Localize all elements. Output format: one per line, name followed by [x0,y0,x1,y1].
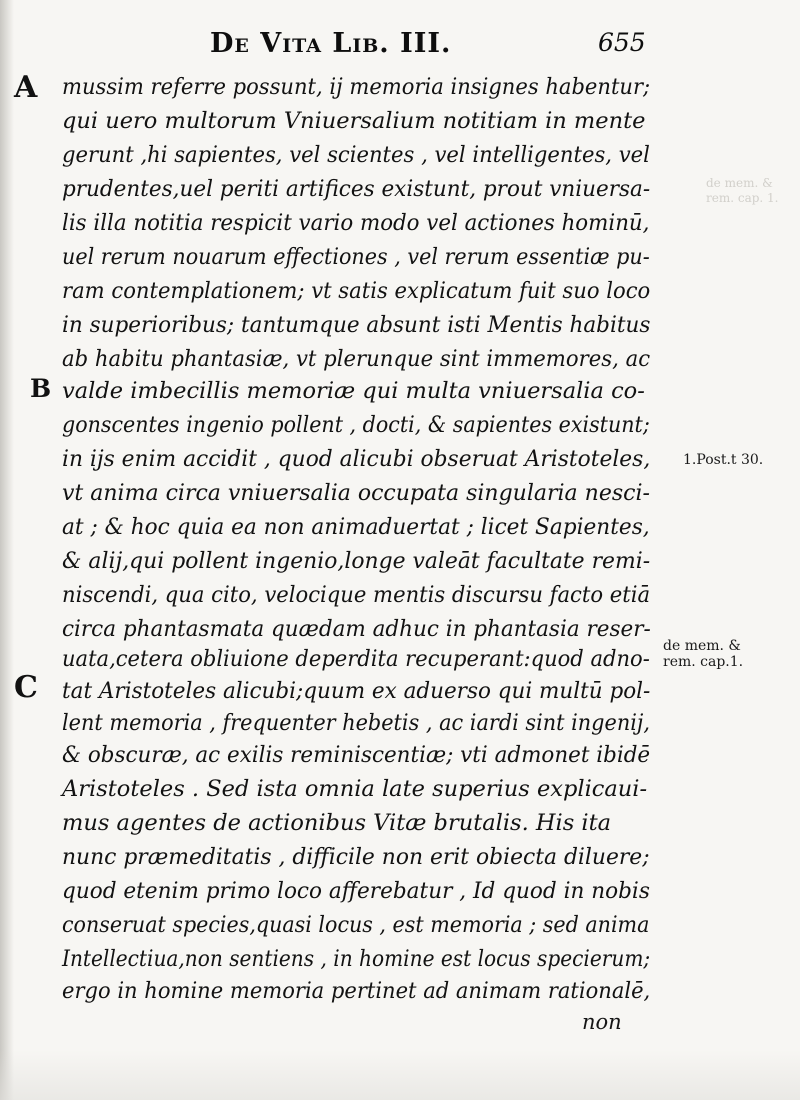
page-bottom-shade [0,1050,800,1100]
text-line: & alij,qui pollent ingenio,longe valeāt facultate remi- [62,548,651,574]
text-line: in ijs enim accidit , quod alicubi obseruat Aristoteles, [62,446,651,472]
section-letter-b: B [30,374,52,403]
section-letter-c: C [14,670,38,705]
page-gutter-shadow [0,0,14,1100]
bleed-through-line-1: de mem. & [706,176,773,190]
bleed-through-note [706,176,778,206]
text-line: & obscuræ, ac exilis reminiscentiæ; vti admonet ibidē [62,742,651,768]
margin-note-post: 1.Post.t 30. [683,452,764,468]
text-line: ram contemplationem; vt satis explicatum fuit suo loco [62,278,651,304]
text-line: quod etenim primo loco afferebatur , Id quod in nobis [62,878,650,904]
text-line: uata,cetera obliuione deperdita recuperant:quod adno- [62,646,650,672]
text-line: lent memoria , frequenter hebetis , ac iardi sint ingenij, [62,710,650,736]
section-letter-a: A [14,70,38,105]
page-number: 655 [598,28,646,57]
margin-note-de-mem [663,638,743,670]
text-line: qui uero multorum Vniuersalium notitiam in mente [62,108,646,134]
text-line: conseruat species,quasi locus , est memoria ; sed anima [62,912,650,938]
text-line: ab habitu phantasiæ, vt plerunque sint immemores, ac [62,346,651,372]
text-line: Intellectiua,non sentiens , in homine est locus specierum; [62,946,651,972]
text-line: uel rerum nouarum effectiones , vel rerum essentiæ pu- [62,244,650,270]
text-line: tat Aristoteles alicubi;quum ex aduerso qui multū pol- [62,678,651,704]
margin-note-line-2: rem. cap.1. [663,654,744,670]
text-line: at ; & hoc quia ea non animaduertat ; licet Sapientes, [62,514,650,540]
text-line: in superioribus; tantumque absunt isti Mentis habitus [62,312,651,338]
text-line: vt anima circa vniuersalia occupata singularia nesci- [62,480,650,506]
text-line: valde imbecillis memoriæ qui multa vniuersalia co- [62,378,645,404]
text-line: gonscentes ingenio pollent , docti, & sapientes existunt; [62,412,650,438]
catchword: non [582,1010,622,1034]
text-line: gerunt ,hi sapientes, vel scientes , vel intelligentes, vel [62,142,650,168]
text-line: nunc præmeditatis , difficile non erit obiecta diluere; [62,844,650,870]
running-title: De Vita Lib. III. [210,28,452,59]
text-line: lis illa notitia respicit vario modo vel actiones hominū, [62,210,650,236]
text-line: prudentes,uel periti artifices existunt, prout vniuersa- [62,176,651,202]
text-line: mus agentes de actionibus Vitæ brutalis. His ita [62,810,612,836]
text-line: circa phantasmata quædam adhuc in phantasia reser- [62,616,651,642]
bleed-through-line-2: rem. cap. 1. [706,191,779,205]
text-line: niscendi, qua cito, velocique mentis discursu facto etiā [62,582,651,608]
text-line: ergo in homine memoria pertinet ad animam rationalē, [62,978,651,1004]
margin-note-line-1: de mem. & [663,638,741,654]
text-line: mussim referre possunt, ij memoria insignes habentur; [62,74,651,100]
text-line: Aristoteles . Sed ista omnia late superius explicaui- [62,776,648,802]
